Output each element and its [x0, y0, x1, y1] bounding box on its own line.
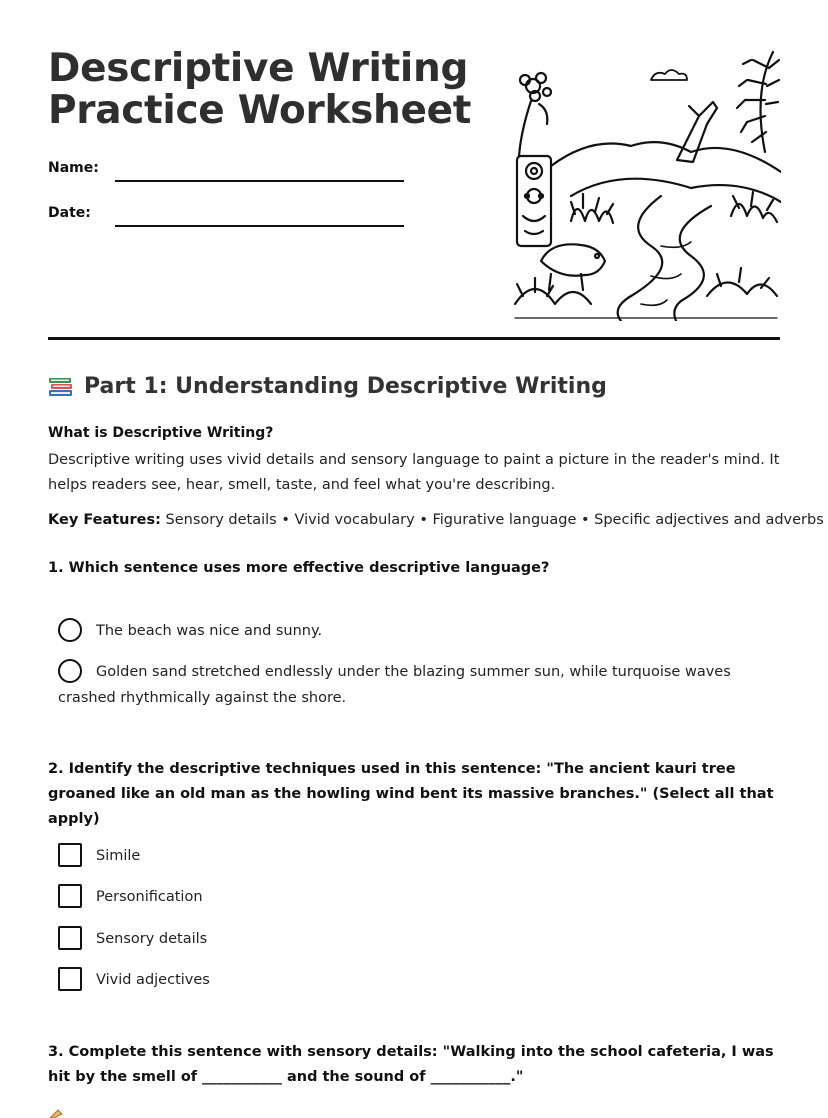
option-label: The beach was nice and sunny.: [96, 623, 323, 639]
name-label: Name:: [48, 160, 99, 176]
part1-heading-text: Part 1: Understanding Descriptive Writing: [84, 374, 607, 399]
radio-button[interactable]: [58, 659, 82, 683]
books-icon: [48, 375, 74, 399]
key-features: [48, 512, 824, 528]
name-line[interactable]: [115, 180, 404, 182]
title-line-2: Practice Worksheet: [48, 88, 472, 133]
question-2-prompt: 2. Identify the descriptive techniques used in this sentence: "The ancient kauri tree groaned like an old man as the howling wind bent its massive branches." (Select all that apply): [48, 761, 774, 827]
checkbox[interactable]: [58, 926, 82, 950]
title-line-1: Descriptive Writing: [48, 46, 469, 91]
date-field[interactable]: [48, 205, 91, 221]
option-label: Simile: [96, 848, 141, 864]
question-2-option-personification[interactable]: [58, 884, 203, 910]
option-label: Sensory details: [96, 931, 208, 947]
definition-heading: What is Descriptive Writing?: [48, 425, 274, 441]
option-label: Vivid adjectives: [96, 972, 210, 988]
key-features-text: Sensory details • Vivid vocabulary • Figurative language • Specific adjectives and adverbs: [160, 512, 824, 528]
question-3-prompt: 3. Complete this sentence with sensory details: "Walking into the school cafeteria, I was hit by the smell of ___________ and the sound of ___________.": [48, 1044, 774, 1085]
checkbox[interactable]: [58, 967, 82, 991]
landscape-illustration-icon: [511, 46, 781, 321]
worksheet-page: [48, 0, 824, 1118]
checkbox[interactable]: [58, 843, 82, 867]
header-divider: [48, 337, 780, 340]
question-1-option-2[interactable]: [58, 659, 780, 711]
definition-text: Descriptive writing uses vivid details and sensory language to paint a picture in the reader's mind. It helps readers see, hear, smell, taste, and feel what you're describing.: [48, 452, 780, 493]
part1-heading: [48, 374, 607, 399]
question-2-option-simile[interactable]: [58, 843, 140, 869]
question-1-prompt: 1. Which sentence uses more effective descriptive language?: [48, 560, 550, 576]
name-field[interactable]: [48, 160, 99, 176]
worksheet-title: [48, 48, 471, 132]
option-label: Personification: [96, 889, 203, 905]
question-2-option-sensory-details[interactable]: [58, 926, 207, 952]
date-label: Date:: [48, 205, 91, 221]
question-1-option-1[interactable]: [58, 618, 322, 644]
date-line[interactable]: [115, 225, 404, 227]
question-2-option-vivid-adjectives[interactable]: [58, 967, 210, 993]
radio-button[interactable]: [58, 618, 82, 642]
key-features-label: Key Features:: [48, 512, 161, 528]
pencil-icon: [48, 1108, 66, 1118]
option-label: Golden sand stretched endlessly under the blazing summer sun, while turquoise waves crashed rhythmically against the shore.: [58, 664, 731, 706]
checkbox[interactable]: [58, 884, 82, 908]
